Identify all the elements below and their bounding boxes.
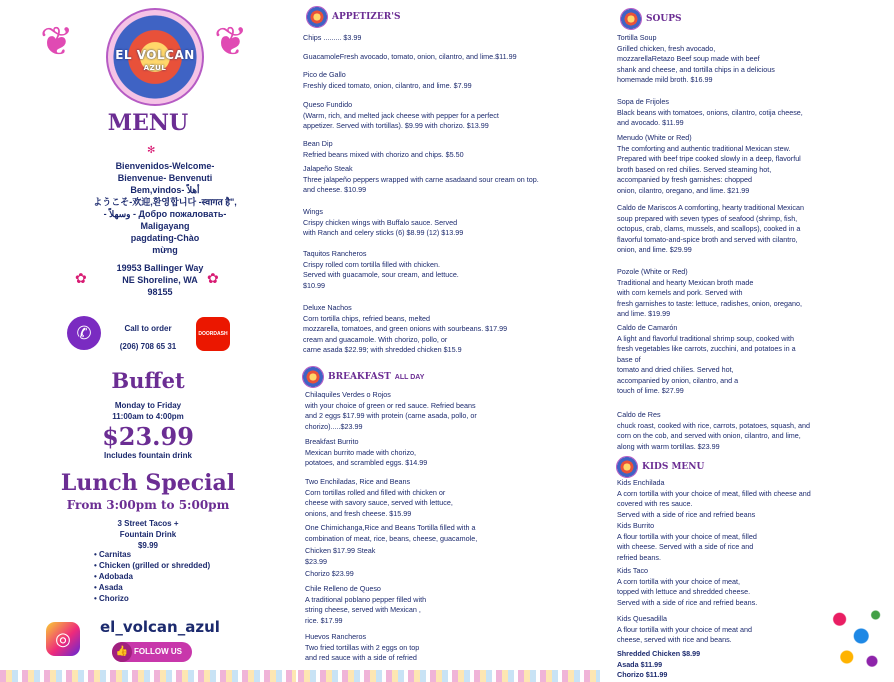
list-item: • Chicken (grilled or shredded) (94, 560, 210, 571)
flower-icon-right: ✿ (207, 270, 219, 286)
instagram-icon[interactable]: ◎ (46, 622, 80, 656)
lunch-price: $9.99 (137, 541, 159, 550)
section-logo-icon (620, 8, 642, 30)
logo-subtext: AZUL (143, 64, 167, 72)
list-item: • Chorizo (94, 593, 210, 604)
soups-header (620, 8, 681, 30)
lunch-options (94, 549, 210, 604)
lunch-desc-2: Fountain Drink (119, 530, 177, 539)
list-item: • Adobada (94, 571, 210, 582)
menu-item: Jalapeño Steak Three jalapeño peppers wrapped with carne asadaand sour cream on top. and cheese. $10.99 (303, 164, 539, 194)
menu-item: Bean Dip Refried beans mixed with chorizo and chips. $5.50 (303, 139, 464, 159)
kids-menu-header (616, 456, 704, 478)
breakfast-header (302, 366, 424, 388)
kids-menu-title: KIDS MENU (642, 462, 705, 472)
decorative-border (298, 670, 600, 682)
right-panel (612, 0, 894, 682)
menu-item: Shredded Chicken $8.99 Asada $11.99 Chorizo $11.99 (617, 649, 701, 679)
flower-icon-left: ✿ (75, 270, 87, 286)
menu-item: Caldo de Camarón A light and flavorful traditional shrimp soup, cooked with fresh vegetables like carrots, zucchini, and potatoes in a base of tomato and dried chilies. Served hot, accompanied by onion, cilantro, and a touch of lime. $27.99 (617, 323, 796, 395)
lunch-desc-1: 3 Street Tacos + (117, 519, 179, 528)
buffet-price: $23.99 (102, 422, 194, 451)
appetizers-title: APPETIZER'S (332, 12, 401, 22)
follow-us-button[interactable] (112, 642, 192, 662)
call-block (110, 320, 186, 356)
lunch-title: Lunch Special (60, 470, 236, 496)
menu-item: Chips ......... $3.99 (303, 33, 362, 42)
follow-label: FOLLOW US (134, 647, 182, 656)
menu-item: Pozole (White or Red) Traditional and hearty Mexican broth made with corn kernels and pork. Served with fresh garnishes to taste: lettuce, radishes, onion, oregano, and lime. $19.99 (617, 267, 802, 318)
menu-item: Sopa de Frijoles Black beans with tomatoes, onions, cilantro, cotija cheese, and avocado. $11.99 (617, 97, 803, 127)
menu-item: Caldo de Res chuck roast, cooked with rice, carrots, potatoes, squash, and corn on the cob, and served with onion, cilantro, and lime, along with warm tortillas. $23.99 (617, 410, 810, 451)
lunch-time: From 3:00pm to 5:00pm (66, 498, 230, 512)
breakfast-subtitle: ALL DAY (394, 373, 425, 381)
doordash-icon[interactable] (196, 317, 230, 351)
address-text: 19953 Ballinger Way NE Shoreline, WA 98155 (116, 263, 204, 297)
list-item: • Carnitas (94, 549, 210, 560)
call-label: Call to order (124, 324, 172, 333)
menu-item: Deluxe Nachos Corn tortilla chips, refried beans, melted mozzarella, tomatoes, and green onions with sourbeans. $17.99 cream and guacamole. With chorizo, pollo, or carne asada $22.99; with shredded chicken $15.9 (303, 303, 508, 354)
section-logo-icon (616, 456, 638, 478)
appetizers-header (306, 6, 400, 28)
menu-item: Huevos Rancheros Two fried tortillas with 2 eggs on top and red sauce with a side of refried (305, 632, 420, 662)
lunch-desc (0, 518, 296, 551)
list-item: • Asada (94, 582, 210, 593)
social-handle[interactable]: el_volcan_azul (100, 618, 220, 636)
menu-item: One Chimichanga,Rice and Beans Tortilla filled with a combination of meat, rice, beans, cheese, guacamole, (305, 523, 478, 543)
menu-item: Breakfast Burrito Mexican burrito made with chorizo, potatoes, and scrambled eggs. $14.99 (305, 437, 428, 467)
menu-title: MENU (107, 110, 189, 136)
buffet-title: Buffet (111, 368, 185, 393)
phone-icon[interactable]: ✆ (67, 316, 101, 350)
thumbs-up-icon: 👍 (112, 642, 132, 662)
section-logo-icon (302, 366, 324, 388)
left-panel (0, 0, 296, 682)
restaurant-logo (106, 8, 204, 106)
buffet-hours: 11:00am to 4:00pm (112, 412, 184, 421)
menu-item: Chilaquiles Verdes o Rojos with your choice of green or red sauce. Refried beans and 2 eggs $17.99 with protein (carne asada, pollo, or chorizo).....$23.99 (305, 390, 477, 431)
menu-item: Wings Crispy chicken wings with Buffalo sauce. Served with Ranch and celery sticks (6) $8.99 (12) $13.99 (303, 207, 464, 237)
doordash-label: DOORDASH (198, 331, 228, 337)
menu-item: Kids Taco A corn tortilla with your choice of meat, topped with lettuce and shredded cheese. Served with a side of rice and refried beans. (617, 566, 758, 607)
soups-title: SOUPS (646, 14, 682, 24)
phone-number[interactable]: (206) 708 65 31 (119, 342, 177, 351)
swirl-decoration-right: ❦ (214, 20, 248, 64)
menu-item: Pico de Gallo Freshly diced tomato, onion, cilantro, and lime. $7.99 (303, 70, 472, 90)
menu-item: Chicken $17.99 Steak $23.99 (305, 546, 376, 566)
breakfast-title: BREAKFAST (328, 372, 391, 382)
menu-item: Kids Enchilada A corn tortilla with your choice of meat, filled with cheese and covered with res sauce. Served with a side of rice and refried beans (617, 478, 811, 519)
section-logo-icon (306, 6, 328, 28)
logo-text: EL VOLCAN (115, 48, 195, 62)
flower-decoration (818, 594, 890, 678)
menu-item: Chorizo $23.99 (305, 569, 354, 578)
menu-item: Chile Relleno de Queso A traditional poblano pepper filled with string cheese, served with Mexican , rice. $17.99 (305, 584, 427, 625)
menu-item: Kids Quesadilla A flour tortilla with your choice of meat and cheese, served with rice and beans. (617, 614, 753, 644)
decorative-border (0, 670, 296, 682)
welcome-text: Bienvenidos-Welcome- Bienvenue- Benvenuti Bem,vindos- أهلاً ようこそ-欢迎,환영합니다 -स्वागत है", - وسهلاً - Добро пожаловать-Maligayang pagdating-Chào mừng (93, 161, 237, 255)
small-flower-icon: ✻ (147, 145, 156, 156)
buffet-schedule (0, 400, 296, 422)
menu-item: Caldo de Mariscos A comforting, hearty traditional Mexican soup prepared with seven types of seafood (shrimp, fish, octopus, crab, clams, mussels, and scallops), cooked in a flavorful tomato-and-spice broth and served with cilantro, onion, and lime. $29.99 (617, 203, 804, 254)
menu-item: Queso Fundido (Warm, rich, and melted jack cheese with pepper for a perfect appetizer. Served with tortillas). $9.99 with chorizo. $13.99 (303, 100, 499, 130)
menu-item: Menudo (White or Red) The comforting and authentic traditional Mexican stew. Prepared with beef tripe cooked slowly in a deep, flavorful broth based on red chilies. Served steaming hot, accompanied by fresh garnishes: chopped onion, cilantro, oregano, and lime. $21.99 (617, 133, 801, 195)
middle-panel (298, 0, 600, 682)
menu-item: Tortilla Soup Grilled chicken, fresh avocado, mozzarellaRetazo Beef soup made with beef shank and cheese, and tortilla chips in a delicious homemade mild broth. $16.99 (617, 33, 775, 84)
buffet-days: Monday to Friday (114, 401, 182, 410)
menu-item: Taquitos Rancheros Crispy rolled corn tortilla filled with chicken. Served with guacamole, sour cream, and lettuce. $10.99 (303, 249, 459, 290)
swirl-decoration-left: ❦ (40, 20, 74, 64)
menu-item: Kids Burrito A flour tortilla with your choice of meat, filled with cheese. Served with a side of rice and refried beans. (617, 521, 757, 562)
menu-item: GuacamoleFresh avocado, tomato, onion, cilantro, and lime.$11.99 (303, 52, 517, 61)
buffet-note: Includes fountain drink (103, 451, 192, 460)
menu-item: Two Enchiladas, Rice and Beans Corn tortillas rolled and filled with chicken or cheese with savory sauce, served with lettuce, onions, and fresh cheese. $15.99 (305, 477, 453, 518)
